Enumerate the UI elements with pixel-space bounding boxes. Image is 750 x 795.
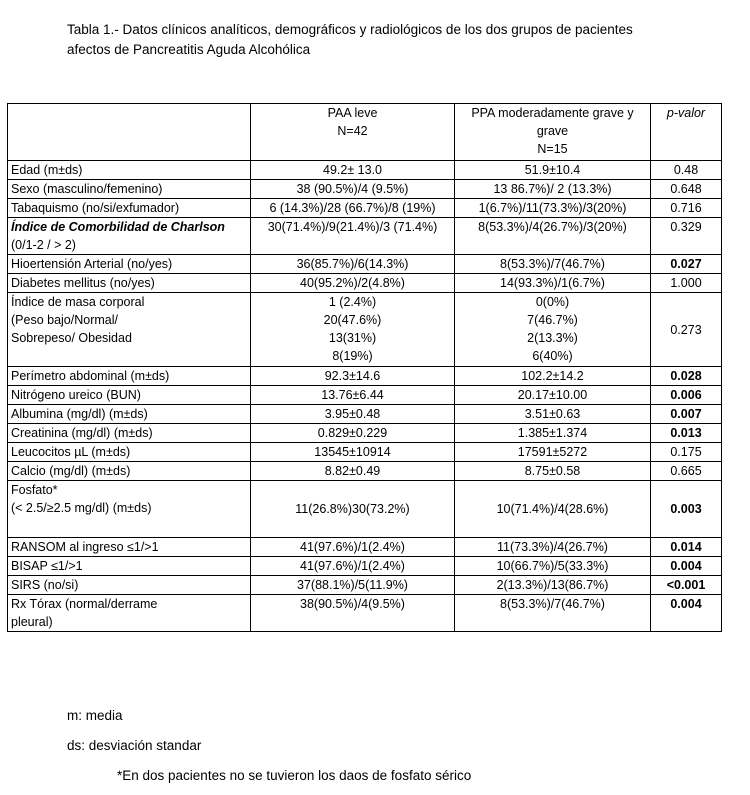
value-leve-line: 13(31%): [328, 331, 377, 345]
p-value: 0.004: [651, 595, 722, 632]
row-label-line: (< 2.5/≥2.5 mg/dl) (m±ds): [11, 501, 152, 515]
row-label: Creatinina (mg/dl) (m±ds): [8, 424, 251, 443]
value-leve: 8.82±0.49: [251, 462, 455, 481]
row-label-line: (Peso bajo/Normal/: [11, 313, 118, 327]
table-row: [8, 255, 722, 274]
row-label-italic: Índice de Comorbilidad de Charlson: [11, 220, 225, 234]
header-ppa-grave-title-1: PPA moderadamente grave y: [471, 106, 634, 120]
table-caption: [67, 20, 707, 60]
value-leve: 6 (14.3%)/28 (66.7%)/8 (19%): [251, 199, 455, 218]
row-label-line: Rx Tórax (normal/derrame: [11, 597, 158, 611]
row-label: Diabetes mellitus (no/yes): [8, 274, 251, 293]
row-label-line: Fosfato*: [11, 483, 58, 497]
table-row: [8, 386, 722, 405]
p-value: <0.001: [651, 576, 722, 595]
note-fosfato: *En dos pacientes no se tuvieron los daos de fosfato sérico: [117, 768, 472, 783]
row-label-rest: (0/1-2 / > 2): [11, 238, 76, 252]
header-paa-leve-n: N=42: [337, 124, 368, 138]
p-value: 0.014: [651, 538, 722, 557]
value-grave: 8(53.3%)/7(46.7%): [455, 595, 651, 632]
table-row: [8, 180, 722, 199]
value-grave-line: 6(40%): [532, 349, 573, 363]
row-label: Leucocitos µL (m±ds): [8, 443, 251, 462]
value-leve: 3.95±0.48: [251, 405, 455, 424]
value-grave: 3.51±0.63: [455, 405, 651, 424]
value-leve: 41(97.6%)/1(2.4%): [251, 557, 455, 576]
row-label: Sexo (masculino/femenino): [8, 180, 251, 199]
row-label: Tabaquismo (no/si/exfumador): [8, 199, 251, 218]
value-leve: 38 (90.5%)/4 (9.5%): [251, 180, 455, 199]
table-row: [8, 405, 722, 424]
p-value: 1.000: [651, 274, 722, 293]
row-label: [8, 293, 251, 367]
value-leve: 13.76±6.44: [251, 386, 455, 405]
p-value: 0.028: [651, 367, 722, 386]
table-row: [8, 199, 722, 218]
value-leve-line: 8(19%): [332, 349, 373, 363]
value-leve: 11(26.8%)30(73.2%): [251, 481, 455, 538]
value-grave-line: 0(0%): [535, 295, 570, 309]
value-grave: 2(13.3%)/13(86.7%): [455, 576, 651, 595]
value-leve: 38(90.5%)/4(9.5%): [251, 595, 455, 632]
p-value: 0.329: [651, 218, 722, 255]
value-leve-line: 1 (2.4%): [328, 295, 377, 309]
row-label: SIRS (no/si): [8, 576, 251, 595]
value-leve: 37(88.1%)/5(11.9%): [251, 576, 455, 595]
p-value: 0.175: [651, 443, 722, 462]
table-row: [8, 538, 722, 557]
value-leve: 41(97.6%)/1(2.4%): [251, 538, 455, 557]
clinical-data-table: [7, 103, 722, 632]
table-row: [8, 443, 722, 462]
row-label: BISAP ≤1/>1: [8, 557, 251, 576]
table-row: [8, 481, 722, 538]
p-value: 0.027: [651, 255, 722, 274]
row-label-line: Índice de masa corporal: [11, 295, 145, 309]
row-label: [8, 595, 251, 632]
table-row: [8, 293, 722, 367]
value-grave: 8(53.3%)/4(26.7%)/3(20%): [455, 218, 651, 255]
header-paa-leve: [251, 104, 455, 161]
value-grave: 10(71.4%)/4(28.6%): [455, 481, 651, 538]
row-label-line: Sobrepeso/ Obesidad: [11, 331, 132, 345]
value-leve: 30(71.4%)/9(21.4%)/3 (71.4%): [251, 218, 455, 255]
caption-line-1: Tabla 1.- Datos clínicos analíticos, demográficos y radiológicos de los dos grupos de pacientes: [67, 22, 633, 37]
p-value: 0.648: [651, 180, 722, 199]
note-ds: ds: desviación standar: [67, 738, 202, 753]
value-grave: 14(93.3%)/1(6.7%): [455, 274, 651, 293]
table-row: [8, 462, 722, 481]
value-leve-line: 20(47.6%): [323, 313, 382, 327]
p-value: 0.013: [651, 424, 722, 443]
value-grave: 8.75±0.58: [455, 462, 651, 481]
p-value: 0.007: [651, 405, 722, 424]
value-leve: [251, 293, 455, 367]
value-grave: 1(6.7%)/11(73.3%)/3(20%): [455, 199, 651, 218]
row-label: Edad (m±ds): [8, 161, 251, 180]
value-leve: 36(85.7%)/6(14.3%): [251, 255, 455, 274]
row-label: Nitrógeno ureico (BUN): [8, 386, 251, 405]
value-grave: [455, 293, 651, 367]
table-row: [8, 218, 722, 255]
table-row: [8, 595, 722, 632]
table-row: [8, 367, 722, 386]
value-grave: 1.385±1.374: [455, 424, 651, 443]
header-ppa-grave-title-2: grave: [536, 124, 569, 138]
value-grave: 8(53.3%)/7(46.7%): [455, 255, 651, 274]
value-grave: 20.17±10.00: [455, 386, 651, 405]
p-value: 0.004: [651, 557, 722, 576]
table-row: [8, 424, 722, 443]
caption-line-2: afectos de Pancreatitis Aguda Alcohólica: [67, 42, 311, 57]
note-media: m: media: [67, 708, 123, 723]
table-row: [8, 274, 722, 293]
row-label: [8, 481, 251, 538]
p-value: 0.48: [651, 161, 722, 180]
row-label: Calcio (mg/dl) (m±ds): [8, 462, 251, 481]
p-value: 0.716: [651, 199, 722, 218]
header-empty: [8, 104, 251, 161]
value-leve: 13545±10914: [251, 443, 455, 462]
value-leve: 49.2± 13.0: [251, 161, 455, 180]
value-grave-line: 7(46.7%): [527, 313, 578, 327]
value-grave: 13 86.7%)/ 2 (13.3%): [455, 180, 651, 199]
header-ppa-grave-n: N=15: [537, 142, 568, 156]
row-label: Hioertensión Arterial (no/yes): [8, 255, 251, 274]
row-label-line: pleural): [11, 615, 53, 629]
row-label: RANSOM al ingreso ≤1/>1: [8, 538, 251, 557]
header-p-valor: p-valor: [651, 104, 722, 161]
value-grave: 11(73.3%)/4(26.7%): [455, 538, 651, 557]
value-grave: 10(66.7%)/5(33.3%): [455, 557, 651, 576]
row-label: [8, 218, 251, 255]
value-leve: 92.3±14.6: [251, 367, 455, 386]
header-ppa-grave: [455, 104, 651, 161]
value-grave: 17591±5272: [455, 443, 651, 462]
value-grave: 102.2±14.2: [455, 367, 651, 386]
row-label: Perímetro abdominal (m±ds): [8, 367, 251, 386]
table-row: [8, 557, 722, 576]
p-value: 0.665: [651, 462, 722, 481]
value-grave-line: 2(13.3%): [527, 331, 578, 345]
header-row: [8, 104, 722, 161]
header-paa-leve-title: PAA leve: [327, 106, 378, 120]
value-grave: 51.9±10.4: [455, 161, 651, 180]
row-label: Albumina (mg/dl) (m±ds): [8, 405, 251, 424]
value-leve: 40(95.2%)/2(4.8%): [251, 274, 455, 293]
p-value: 0.006: [651, 386, 722, 405]
p-value: 0.003: [651, 481, 722, 538]
table-row: [8, 576, 722, 595]
p-value: 0.273: [651, 293, 722, 367]
value-leve: 0.829±0.229: [251, 424, 455, 443]
table-row: [8, 161, 722, 180]
